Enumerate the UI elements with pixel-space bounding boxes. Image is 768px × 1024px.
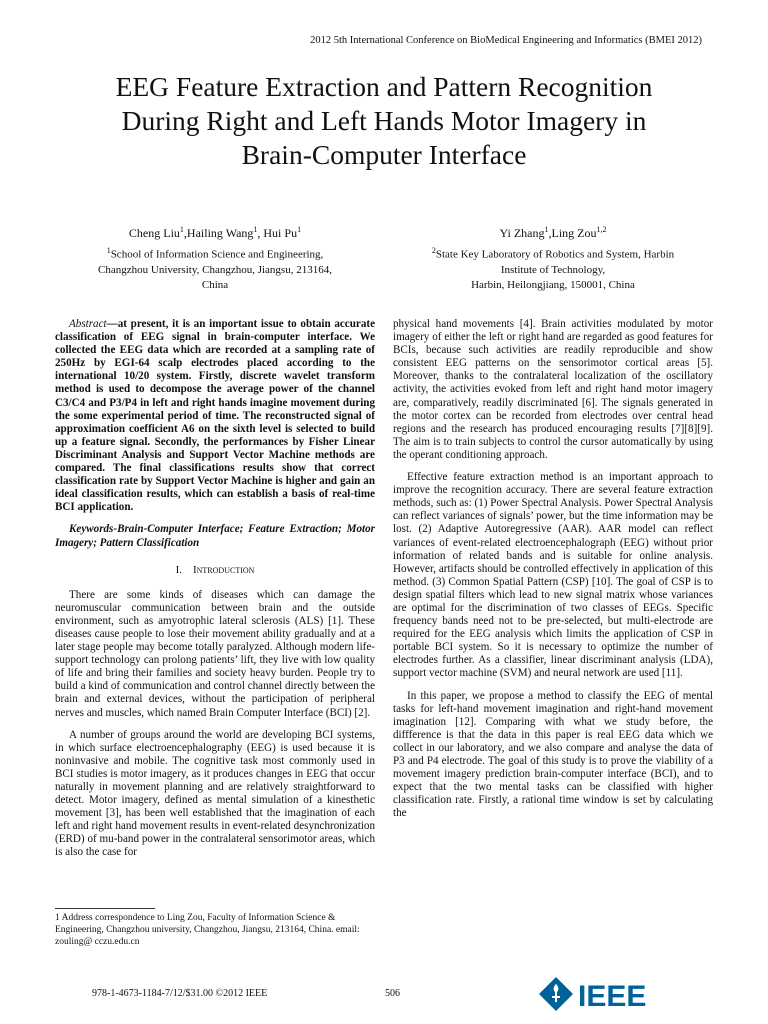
section-heading-introduction: I. Introduction (175, 563, 255, 576)
body-paragraph-1: physical hand movements [4]. Brain activities modulated by motor imagery of either the left or right hand are regarded as good features for BCIs, because such activities are readily reproducible and show consistent EEG patterns on the sensorimotor cortical areas [5]. Moreover, thanks to the contralateral localization of the oscillatory activity, the activities evoked from left and right hand motor imagery are, comparatively, readily discriminated [6]. The signals generated in the motor cortex can be recorded from electrodes over central head regions and the research has produced encouraging results [7][8][9]. The aim is to train subjects to control the cursor automatically by using the operant conditioning approach. (393, 318, 713, 461)
body-paragraph-2: Effective feature extraction method is an important approach to improve the recognition accuracy. There are several feature extraction methods, such as: (1) Power Spectral Analysis. Power Spectral Analysis can reflect variances of signals’ power, but the time information may be lost. (2) Adaptive Autoregressive (AAR). AAR model can reflect variances of event-related electroencephalograph (EEG) without prior information of related bands and is suitable for online analysis. However, artifacts should be controlled effectively in application of this method. (3) Common Spatial Pattern (CSP) [10]. The goal of CSP is to design spatial filters which lead to new signal matrix whose variances are optimal for the discrimination of two classes of EEGs. Specific frequency bands need not to be pre-selected, but multi-electrode are required for the EEG analysis which limits the application of CSP in portable BCI system. So it is necessary to optimize the number of electrodes further. As a classifier, linear discriminant analysis (LDA), support vector machine (SVM) and neural network are used [11]. (393, 471, 713, 680)
author-names-left: Cheng Liu$^1$,Hailing Wang$^1$, Hui Pu$^1$ (128, 225, 302, 240)
right-column (393, 318, 713, 820)
intro-paragraph-2: A number of groups around the world are developing BCI systems, in which surface electroencephalography (EEG) is used because it is noninvasive and mobile. The cognitive task most commonly used in BCI studies is motor imagery, as it produces changes in EEG that occur naturally in movement planning and are relatively straightforward to detect. Motor imagery, defined as mental simulation of a kinesthetic movement [3], has been well established that the imagination of each left and right hand movement results in event-related desynchronization (ERD) of mu-band power in the contralateral sensorimotor areas, which is also the case for (55, 728, 375, 859)
ieee-logo (538, 976, 678, 1012)
title-line-2: During Right and Left Hands Motor Imagery in (121, 105, 647, 136)
keywords: Keywords-Brain-Computer Interface; Feature Extraction; Motor Imagery; Pattern Classification (55, 523, 375, 549)
ieee-diamond-icon (538, 976, 678, 1012)
left-column (55, 318, 375, 860)
author-block-right (393, 222, 713, 293)
affiliation-left: $^1$School of Information Science and Engineering, Changzhou University, Changzhou, Jiangsu, 213164, China (98, 246, 332, 291)
body-paragraph-3: In this paper, we propose a method to classify the EEG of mental tasks for left-hand movement imagination and right-hand movement imagination [12]. Comparing with what we study before, the diffference is that the data in this paper is real EEG data which we collect in our laboratory, and we also compare and analyse the data of P3 and P4 electrode. The goal of this study is to prove the viability of a movement imagery prediction brain-computer interface (BCI), and to expect that the two mental tasks can be classified with higher classification rate. Firstly, a rational time window is set by calculating the (393, 689, 713, 820)
author-names-right: Yi Zhang$^1$,Ling Zou$^{1,2}$ (499, 225, 607, 240)
title-line-1: EEG Feature Extraction and Pattern Recognition (115, 71, 653, 102)
footnote-rule (55, 908, 155, 909)
author-block-left (55, 222, 375, 293)
conference-header: 2012 5th International Conference on BioMedical Engineering and Informatics (BMEI 2012) (310, 35, 702, 46)
isbn-line: 978-1-4673-1184-7/12/$31.00 ©2012 IEEE (92, 988, 268, 999)
ieee-wordmark: IEEE (578, 980, 647, 1012)
page-number: 506 (385, 988, 400, 999)
paper-title (40, 70, 728, 172)
footnote: 1 Address correspondence to Ling Zou, Faculty of Information Science & Engineering, Changzhou university, Changzhou, Jiangsu, 213164, China. email: zouling@ cczu.edu.cn (55, 913, 360, 947)
affiliation-right: $^2$State Key Laboratory of Robotics and System, Harbin Institute of Technology, Harbin, Heilongjiang, 150001, China (431, 246, 675, 291)
abstract: Abstract—at present, it is an important issue to obtain accurate classification of EEG signal in brain-computer interface. We collected the EEG data which are recorded at a sampling rate of 250Hz by EGI-64 scalp electrodes placed according to the international 10/20 system. Firstly, discrete wavelet transform method is used to decompose the average power of the channel C3/C4 and P3/P4 in left and right hands imagine movement during the some experimental period of time. The reconstructed signal of approximation coefficient A6 on the sixth level is selected to build up a feature signal. Secondly, the performances by Fisher Linear Discriminant Analysis and Support Vector Machine methods are compared. The final classifications results show that correct classification rate by Support Vector Machine is higher and gain an ideal classification results, which can establish a basis of real-time BCI application. (55, 318, 375, 514)
intro-paragraph-1: There are some kinds of diseases which can damage the neuromuscular communication between brain and the outside environment, such as amyotrophic lateral sclerosis (ALS) [1]. These diseases cause people to lose their movement ability gradually and at a later stage people may become totally paralyzed. Although modern life-support technology can prolong patients’ lift, they live with low quality of life and bring their families and society heavy burden. People try to build a kind of communication and control channel directly between the brain and external devices, without the participation of peripheral nerves and muscles, which named Brain Computer Interface (BCI) [2]. (55, 588, 375, 719)
title-line-3: Brain-Computer Interface (241, 139, 527, 170)
